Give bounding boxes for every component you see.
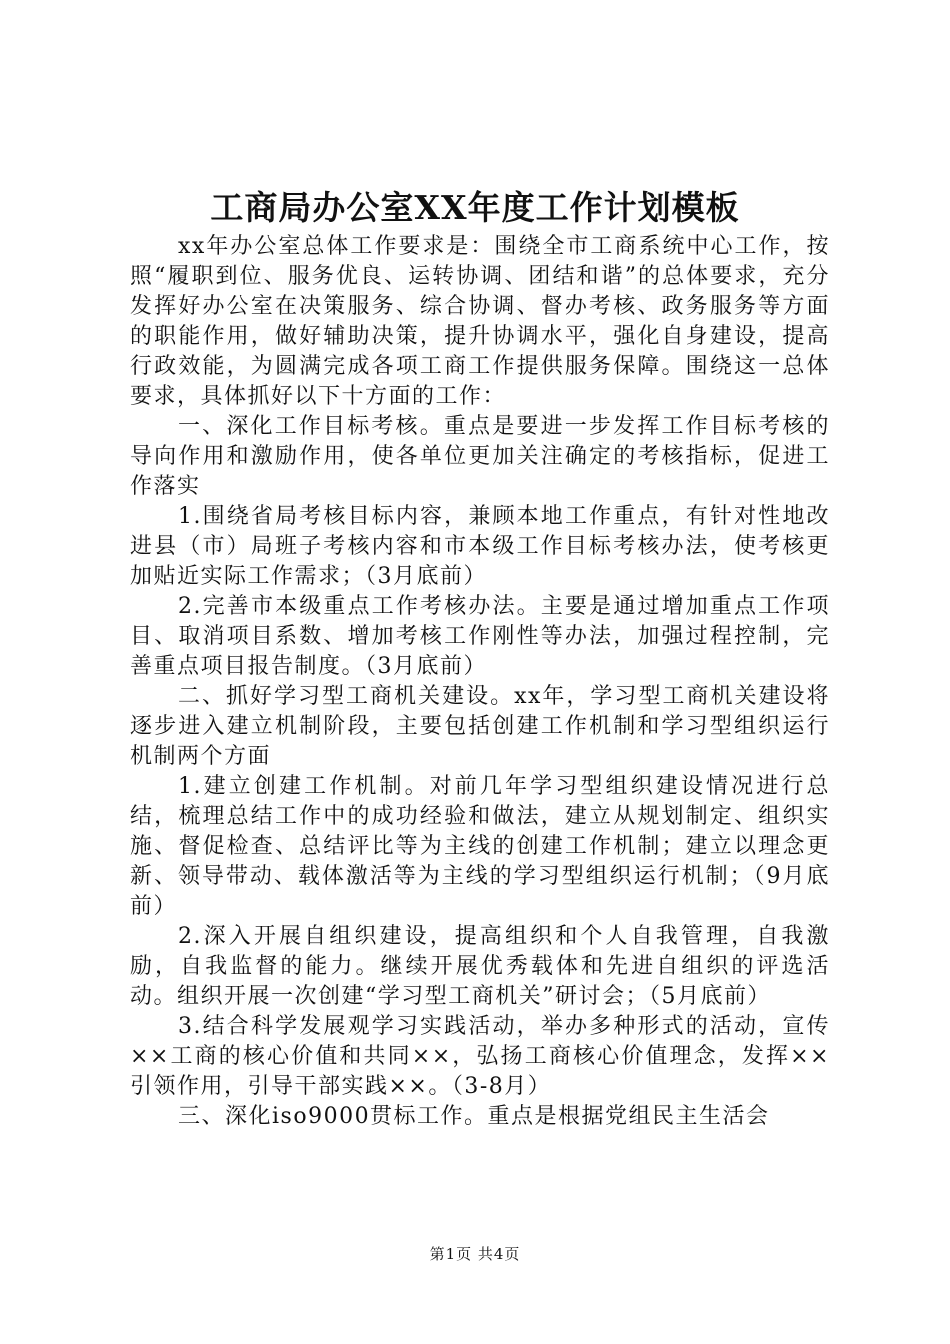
paragraph: xx年办公室总体工作要求是：围绕全市工商系统中心工作，按照“履职到位、服务优良、运转协调、团结和谐”的总体要求，充分发挥好办公室在决策服务、综合协调、督办考核、政务服务等方面的职能作用，做好辅助决策，提升协调水平，强化自身建设，提高行政效能，为圆满完成各项工商工作提供服务保障。围绕这一总体要求，具体抓好以下十方面的工作： — [130, 234, 830, 409]
paragraph: 三、深化iso9000贯标工作。重点是根据党组民主生活会 — [178, 1104, 770, 1129]
paragraph: 2.深入开展自组织建设，提高组织和个人自我管理，自我激励，自我监督的能力。继续开展优秀载体和先进自组织的评选活动。组织开展一次创建“学习型工商机关”研讨会；（5月底前） — [130, 924, 830, 1009]
page-number-footer: 第1页 共4页 — [429, 1245, 521, 1263]
paragraph: 1.围绕省局考核目标内容，兼顾本地工作重点，有针对性地改进县（市）局班子考核内容和市本级工作目标考核办法，使考核更加贴近实际工作需求；（3月底前） — [130, 504, 830, 589]
paragraph: 1.建立创建工作机制。对前几年学习型组织建设情况进行总结，梳理总结工作中的成功经验和做法，建立从规划制定、组织实施、督促检查、总结评比等为主线的创建工作机制；建立以理念更新、领导带动、载体激活等为主线的学习型组织运行机制；（9月底前） — [130, 774, 830, 919]
document-body — [130, 232, 830, 1132]
paragraph: 2.完善市本级重点工作考核办法。主要是通过增加重点工作项目、取消项目系数、增加考核工作刚性等办法，加强过程控制，完善重点项目报告制度。（3月底前） — [130, 594, 830, 679]
document-title: 工商局办公室XX年度工作计划模板 — [210, 188, 740, 227]
paragraph: 3.结合科学发展观学习实践活动，举办多种形式的活动，宣传××工商的核心价值和共同××，弘扬工商核心价值理念，发挥××引领作用，引导干部实践××。（3-8月） — [130, 1014, 830, 1099]
paragraph: 二、抓好学习型工商机关建设。xx年，学习型工商机关建设将逐步进入建立机制阶段，主要包括创建工作机制和学习型组织运行机制两个方面 — [130, 684, 830, 769]
paragraph: 一、深化工作目标考核。重点是要进一步发挥工作目标考核的导向作用和激励作用，使各单位更加关注确定的考核指标，促进工作落实 — [130, 414, 830, 499]
